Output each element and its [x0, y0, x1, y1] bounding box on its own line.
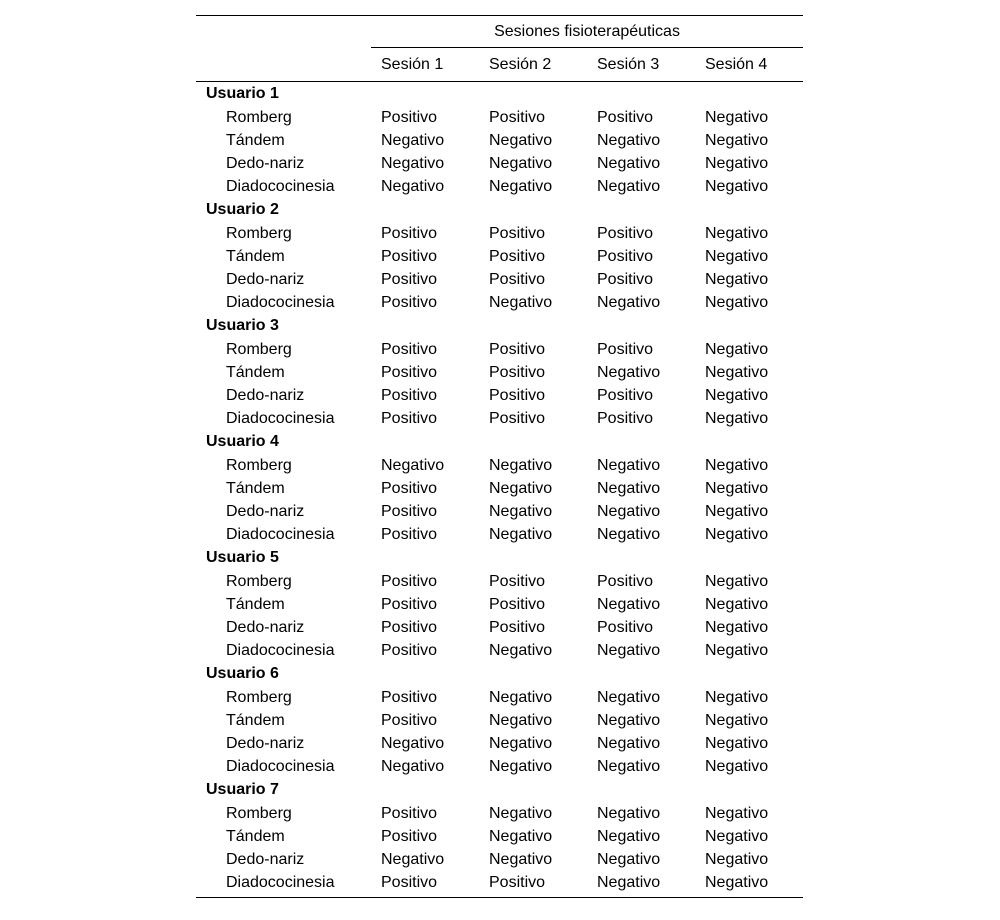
result-cell: Negativo [705, 525, 769, 543]
user-group-row [196, 662, 803, 686]
result-cell: Negativo [705, 804, 769, 822]
test-name: Dedo-nariz [226, 850, 305, 868]
result-cell: Negativo [489, 293, 553, 311]
result-cell: Negativo [597, 479, 661, 497]
result-cell: Negativo [705, 270, 769, 288]
table-row [196, 175, 803, 198]
session-header: Sesión 2 [479, 48, 587, 82]
user-name: Usuario 5 [206, 549, 279, 566]
result-cell: Positivo [381, 502, 438, 520]
group-header: Sesiones fisioterapéuticas [371, 16, 803, 48]
result-cell: Negativo [705, 131, 769, 149]
result-cell: Positivo [489, 224, 546, 242]
result-cell: Negativo [597, 154, 661, 172]
test-name: Tándem [226, 131, 285, 149]
result-cell: Negativo [705, 688, 769, 706]
result-cell: Negativo [381, 734, 445, 752]
result-cell: Positivo [381, 363, 438, 381]
test-name: Dedo-nariz [226, 154, 305, 172]
result-cell: Negativo [597, 873, 661, 891]
table-row [196, 616, 803, 639]
test-name: Romberg [226, 340, 292, 358]
session-header-row [196, 48, 803, 82]
result-cell: Negativo [705, 479, 769, 497]
result-cell: Negativo [489, 734, 553, 752]
result-cell: Positivo [381, 595, 438, 613]
result-cell: Negativo [381, 131, 445, 149]
result-cell: Negativo [705, 595, 769, 613]
result-cell: Negativo [489, 479, 553, 497]
table-row [196, 384, 803, 407]
table-row [196, 106, 803, 129]
test-name: Romberg [226, 456, 292, 474]
result-cell: Negativo [705, 618, 769, 636]
result-cell: Negativo [705, 224, 769, 242]
table-body [196, 82, 803, 898]
user-name: Usuario 3 [206, 317, 279, 334]
results-table [196, 15, 803, 898]
test-name: Romberg [226, 804, 292, 822]
test-name: Dedo-nariz [226, 734, 305, 752]
result-cell: Positivo [381, 293, 438, 311]
table-row [196, 523, 803, 546]
result-cell: Positivo [381, 827, 438, 845]
result-cell: Negativo [705, 409, 769, 427]
result-cell: Negativo [381, 757, 445, 775]
result-cell: Negativo [705, 572, 769, 590]
result-cell: Negativo [705, 247, 769, 265]
result-cell: Negativo [597, 757, 661, 775]
test-name: Diadococinesia [226, 641, 335, 659]
result-cell: Positivo [597, 572, 654, 590]
table-row [196, 477, 803, 500]
result-cell: Positivo [489, 572, 546, 590]
result-cell: Negativo [705, 502, 769, 520]
result-cell: Positivo [381, 525, 438, 543]
result-cell: Negativo [489, 177, 553, 195]
table-row [196, 570, 803, 593]
user-group-row [196, 430, 803, 454]
result-cell: Negativo [489, 154, 553, 172]
user-name: Usuario 6 [206, 665, 279, 682]
test-name: Diadococinesia [226, 177, 335, 195]
result-cell: Negativo [705, 456, 769, 474]
result-cell: Negativo [489, 502, 553, 520]
result-cell: Positivo [381, 270, 438, 288]
result-cell: Positivo [489, 618, 546, 636]
result-cell: Positivo [381, 688, 438, 706]
table-row [196, 871, 803, 898]
result-cell: Negativo [705, 108, 769, 126]
result-cell: Negativo [489, 456, 553, 474]
result-cell: Negativo [381, 154, 445, 172]
label-column-header [196, 48, 371, 82]
result-cell: Negativo [597, 688, 661, 706]
result-cell: Positivo [597, 247, 654, 265]
user-name: Usuario 7 [206, 781, 279, 798]
test-name: Tándem [226, 595, 285, 613]
test-name: Dedo-nariz [226, 502, 305, 520]
result-cell: Negativo [489, 804, 553, 822]
result-cell: Negativo [489, 641, 553, 659]
result-cell: Negativo [705, 641, 769, 659]
result-cell: Negativo [705, 340, 769, 358]
user-group-row [196, 546, 803, 570]
test-name: Romberg [226, 688, 292, 706]
test-name: Diadococinesia [226, 293, 335, 311]
result-cell: Negativo [597, 641, 661, 659]
result-cell: Negativo [705, 711, 769, 729]
result-cell: Negativo [597, 711, 661, 729]
table-row [196, 245, 803, 268]
result-cell: Negativo [597, 827, 661, 845]
result-cell: Negativo [597, 850, 661, 868]
result-cell: Positivo [381, 224, 438, 242]
result-cell: Positivo [489, 386, 546, 404]
result-cell: Negativo [489, 827, 553, 845]
test-name: Diadococinesia [226, 873, 335, 891]
user-group-row [196, 82, 803, 107]
test-name: Tándem [226, 247, 285, 265]
result-cell: Positivo [381, 572, 438, 590]
result-cell: Negativo [705, 873, 769, 891]
result-cell: Positivo [381, 409, 438, 427]
result-cell: Positivo [489, 108, 546, 126]
test-name: Tándem [226, 363, 285, 381]
result-cell: Negativo [489, 757, 553, 775]
result-cell: Negativo [381, 177, 445, 195]
result-cell: Positivo [381, 618, 438, 636]
result-cell: Negativo [597, 734, 661, 752]
result-cell: Negativo [705, 154, 769, 172]
table-row [196, 825, 803, 848]
result-cell: Negativo [597, 293, 661, 311]
result-cell: Positivo [381, 641, 438, 659]
user-group-row [196, 314, 803, 338]
table-row [196, 454, 803, 477]
test-name: Dedo-nariz [226, 618, 305, 636]
result-cell: Negativo [489, 711, 553, 729]
result-cell: Positivo [381, 711, 438, 729]
table-row [196, 338, 803, 361]
table-row [196, 129, 803, 152]
result-cell: Positivo [597, 386, 654, 404]
result-cell: Negativo [705, 386, 769, 404]
result-cell: Negativo [705, 850, 769, 868]
result-cell: Positivo [489, 595, 546, 613]
test-name: Diadococinesia [226, 525, 335, 543]
result-cell: Positivo [381, 247, 438, 265]
result-cell: Positivo [381, 340, 438, 358]
table-row [196, 500, 803, 523]
result-cell: Positivo [597, 108, 654, 126]
user-group-row [196, 778, 803, 802]
result-cell: Negativo [705, 363, 769, 381]
table-row [196, 732, 803, 755]
table-row [196, 222, 803, 245]
result-cell: Negativo [381, 850, 445, 868]
test-name: Diadococinesia [226, 409, 335, 427]
result-cell: Negativo [705, 827, 769, 845]
corner-cell [196, 16, 371, 48]
table-row [196, 848, 803, 871]
result-cell: Negativo [597, 177, 661, 195]
table-row [196, 639, 803, 662]
result-cell: Negativo [489, 850, 553, 868]
result-cell: Positivo [489, 409, 546, 427]
table-header [196, 16, 803, 82]
result-cell: Positivo [489, 340, 546, 358]
results-table-container [196, 15, 803, 898]
table-row [196, 152, 803, 175]
result-cell: Positivo [381, 386, 438, 404]
table-row [196, 755, 803, 778]
test-name: Romberg [226, 572, 292, 590]
table-row [196, 361, 803, 384]
result-cell: Positivo [381, 479, 438, 497]
test-name: Dedo-nariz [226, 270, 305, 288]
result-cell: Positivo [381, 108, 438, 126]
result-cell: Negativo [489, 131, 553, 149]
session-header: Sesión 3 [587, 48, 695, 82]
group-header-row [196, 16, 803, 48]
result-cell: Negativo [597, 363, 661, 381]
result-cell: Negativo [597, 804, 661, 822]
result-cell: Positivo [597, 340, 654, 358]
result-cell: Positivo [489, 363, 546, 381]
user-name: Usuario 1 [206, 85, 279, 102]
result-cell: Positivo [597, 618, 654, 636]
result-cell: Positivo [597, 224, 654, 242]
table-row [196, 709, 803, 732]
user-name: Usuario 2 [206, 201, 279, 218]
table-row [196, 268, 803, 291]
user-group-row [196, 198, 803, 222]
result-cell: Negativo [705, 734, 769, 752]
result-cell: Negativo [705, 177, 769, 195]
result-cell: Positivo [597, 270, 654, 288]
test-name: Tándem [226, 479, 285, 497]
test-name: Romberg [226, 224, 292, 242]
result-cell: Negativo [705, 757, 769, 775]
session-header: Sesión 4 [695, 48, 803, 82]
result-cell: Negativo [597, 131, 661, 149]
result-cell: Negativo [381, 456, 445, 474]
table-row [196, 291, 803, 314]
result-cell: Positivo [381, 873, 438, 891]
result-cell: Negativo [597, 502, 661, 520]
session-header: Sesión 1 [371, 48, 479, 82]
table-row [196, 802, 803, 825]
result-cell: Positivo [489, 873, 546, 891]
test-name: Romberg [226, 108, 292, 126]
result-cell: Negativo [597, 595, 661, 613]
test-name: Tándem [226, 711, 285, 729]
user-name: Usuario 4 [206, 433, 279, 450]
table-row [196, 593, 803, 616]
result-cell: Negativo [489, 688, 553, 706]
table-row [196, 407, 803, 430]
test-name: Dedo-nariz [226, 386, 305, 404]
result-cell: Positivo [597, 409, 654, 427]
table-row [196, 686, 803, 709]
test-name: Tándem [226, 827, 285, 845]
result-cell: Negativo [705, 293, 769, 311]
result-cell: Negativo [597, 525, 661, 543]
result-cell: Positivo [381, 804, 438, 822]
result-cell: Negativo [489, 525, 553, 543]
result-cell: Negativo [597, 456, 661, 474]
result-cell: Positivo [489, 270, 546, 288]
test-name: Diadococinesia [226, 757, 335, 775]
result-cell: Positivo [489, 247, 546, 265]
